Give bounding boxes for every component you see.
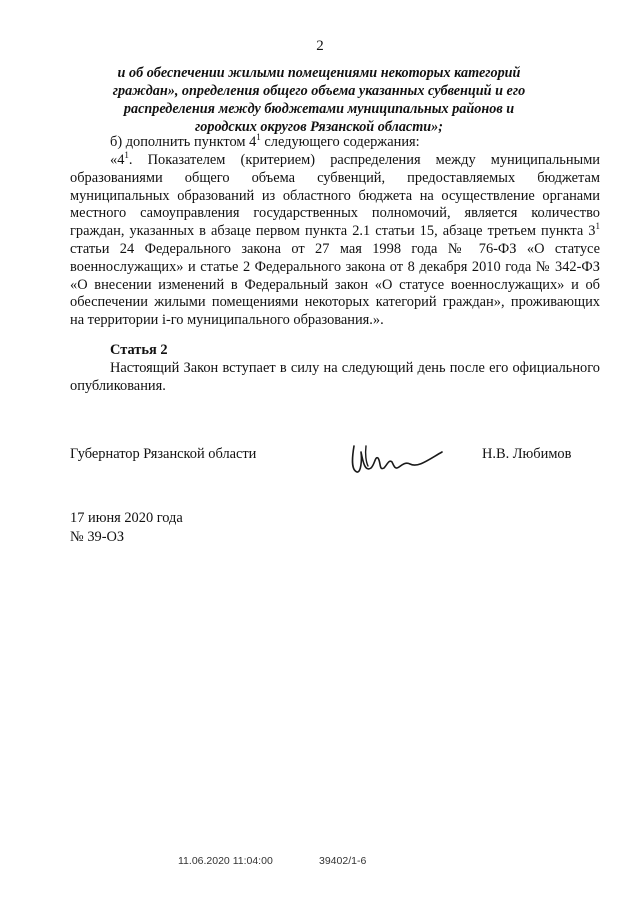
quote-part-1: . Показателем (критерием) распределения между муниципальными образованиями общего объема субвенций, предоставляемых бюджетам муниципальных образований из областного бюджета на осуществление органами местного самоуправления государственных полномочий, является количество граждан, указанных в абзаце первом пункта 2.1 статьи 15, абзаце третьем пункта 3 — [70, 152, 600, 240]
article-2-text: Настоящий Закон вступает в силу на следующий день после его официального опубликования. — [70, 360, 600, 394]
law-date: 17 июня 2020 года — [70, 510, 183, 526]
item-b-paragraph — [70, 134, 600, 152]
quote-superscript-1: 1 — [124, 150, 129, 161]
article-2-title: Статья 2 — [110, 342, 168, 358]
footer-timestamp: 11.06.2020 11:04:00 — [178, 855, 273, 867]
heading-continuation: и об обеспечении жилыми помещениями некоторых категорий граждан», определения общего объема указанных субвенций и его распределения между бюджетами муниципальных районов и городских округов Рязанской области»; — [112, 65, 526, 135]
signatory-name: Н.В. Любимов — [482, 446, 572, 462]
item-b-text: б) дополнить пунктом 4 — [110, 134, 257, 150]
item-b-superscript: 1 — [256, 132, 261, 143]
quote-open: «4 — [110, 152, 125, 168]
law-date-number — [70, 509, 183, 547]
signature-image — [348, 438, 444, 482]
item-b-text-after: следующего содержания: — [260, 134, 420, 150]
law-number: № 39-ОЗ — [70, 529, 125, 545]
quoted-point-paragraph — [70, 152, 600, 330]
quote-part-2: статьи 24 Федерального закона от 27 мая 1998 года № 76-ФЗ «О статусе военнослужащих» и статье 2 Федерального закона от 8 декабря 2010 года № 342-ФЗ «О внесении изменений в Федеральный закон «О статусе военнослужащих» и об обеспечении жилыми помещениями некоторых категорий граждан», проживающих на территории i-го муниципального образования.». — [70, 240, 600, 329]
page-number: 2 — [316, 38, 324, 54]
quote-superscript-2: 1 — [595, 221, 600, 232]
footer-code: 39402/1-6 — [319, 855, 367, 867]
signatory-position: Губернатор Рязанской области — [70, 446, 257, 462]
